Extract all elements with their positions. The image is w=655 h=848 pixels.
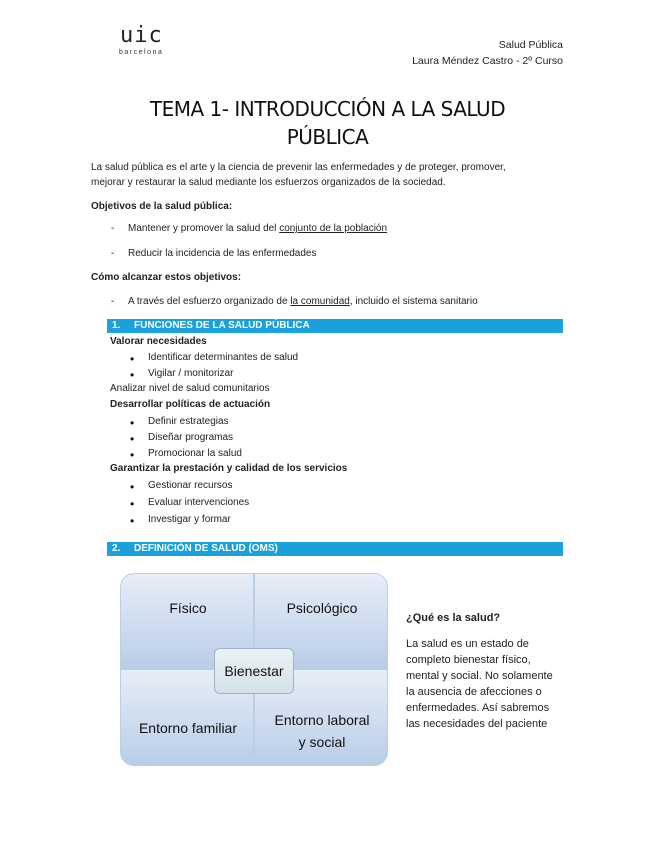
side-text [406,636,556,732]
valorar-item-1: Identificar determinantes de salud [148,352,299,363]
side-title: ¿Qué es la salud? [406,612,501,624]
how-item [128,294,478,310]
garantizar-item-3: Investigar y formar [148,514,231,525]
objective-item-1-text: Mantener y promover la salud del [128,223,280,234]
dash-marker: - [111,248,115,259]
valorar-heading: Valorar necesidades [110,336,207,347]
section-1-header [107,319,563,333]
section-2-number: 2. [112,543,121,554]
how-item-text: A través del esfuerzo organizado de [128,296,291,307]
section-2-header [107,542,563,556]
quadrant-fisico-label: Físico [169,600,207,616]
side-text-line-5: enfermedades. Así sabremos [406,702,550,714]
objective-item-2: Reducir la incidencia de las enfermedades [128,248,317,259]
bullet-marker: • [130,514,135,528]
health-diagram [120,573,388,766]
header-author: Laura Méndez Castro - 2º Curso [412,55,563,67]
how-item-underlined: la comunidad [290,296,350,307]
title-line-2: PÚBLICA [286,125,369,149]
desarrollar-item-3: Promocionar la salud [148,448,242,459]
intro-line-2: mejorar y restaurar la salud mediante los esfuerzos organizados de la sociedad. [91,177,446,188]
side-text-line-6: las necesidades del paciente [406,718,548,730]
side-text-line-1: La salud es un estado de [406,638,529,650]
garantizar-item-1: Gestionar recursos [148,480,233,491]
desarrollar-item-2: Diseñar programas [148,432,234,443]
intro-line-1: La salud pública es el arte y la ciencia de prevenir las enfermedades y de proteger, promover, [91,162,506,173]
bullet-marker: • [130,368,135,382]
quadrant-psicologico-label: Psicológico [286,600,358,616]
bullet-marker: • [130,448,135,462]
desarrollar-heading: Desarrollar políticas de actuación [110,399,271,410]
quadrant-entorno-familiar-label: Entorno familiar [138,720,238,736]
quadrant-entorno-laboral-line-1: Entorno laboral [274,712,370,728]
objective-item-1 [128,221,387,237]
side-text-line-2: completo bienestar físico, [406,654,531,666]
bullet-marker: • [130,497,135,511]
header-subject: Salud Pública [498,39,563,51]
side-text-line-3: mental y social. No solamente [406,670,553,682]
bullet-marker: • [130,480,135,494]
objectives-heading: Objetivos de la salud pública: [91,201,233,212]
bullet-marker: • [130,432,135,446]
quadrant-entorno-laboral-label [255,709,389,753]
quadrant-entorno-laboral-line-2: y social [298,734,346,750]
uic-logo: uic [120,23,163,48]
section-1-number: 1. [112,320,121,331]
garantizar-heading: Garantizar la prestación y calidad de los servicios [110,463,348,474]
objective-item-1-underlined: conjunto de la población [279,223,388,234]
dash-marker: - [111,223,115,234]
garantizar-item-2: Evaluar intervenciones [148,497,250,508]
bullet-marker: • [130,352,135,366]
section-2-label: DEFINICIÓN DE SALUD (OMS) [134,543,278,554]
title-line-1: TEMA 1- INTRODUCCIÓN A LA SALUD [149,97,506,121]
side-text-line-4: la ausencia de afecciones o [406,686,542,698]
how-item-tail: , incluido el sistema sanitario [349,296,478,307]
page-title [100,95,555,151]
uic-logo-subtitle: barcelona [119,49,164,56]
bullet-marker: • [130,416,135,430]
analizar-text: Analizar nivel de salud comunitarios [110,383,270,394]
valorar-item-2: Vigilar / monitorizar [148,368,234,379]
bienestar-box: Bienestar [214,648,294,694]
section-1-label: FUNCIONES DE LA SALUD PÚBLICA [134,320,310,331]
how-heading: Cómo alcanzar estos objetivos: [91,272,242,283]
dash-marker: - [111,296,115,307]
desarrollar-item-1: Definir estrategias [148,416,229,427]
